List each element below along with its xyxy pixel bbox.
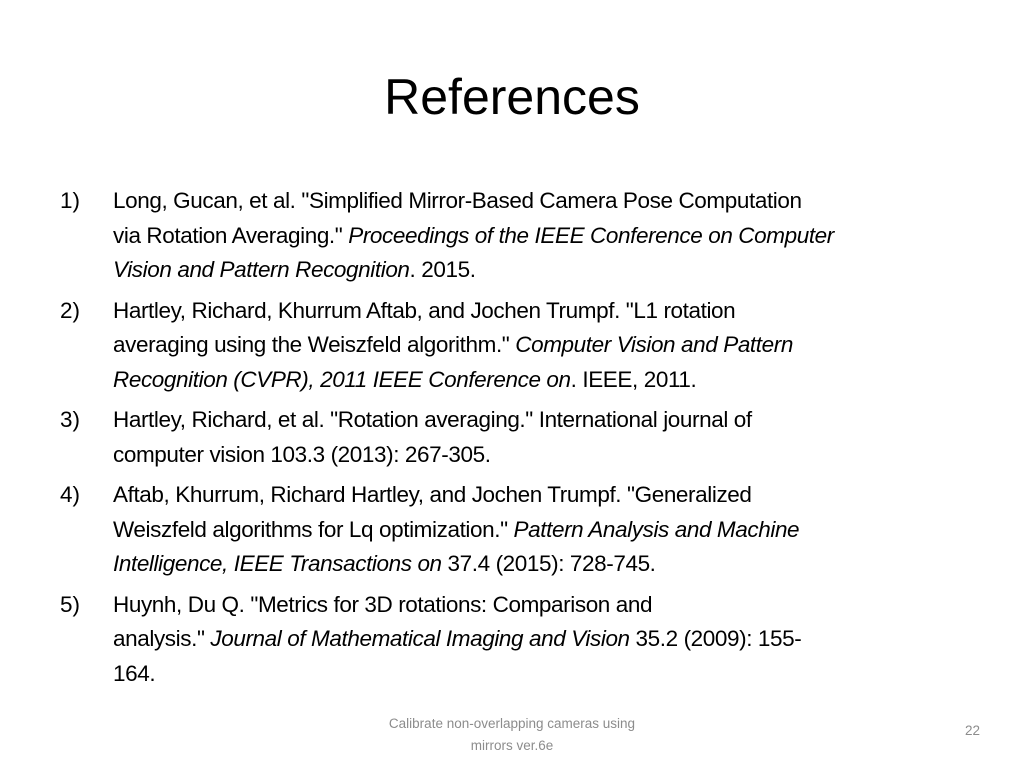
reference-item (60, 403, 980, 472)
reference-venue: Computer Vision and Pattern (515, 332, 793, 357)
reference-text: . IEEE, 2011. (570, 366, 697, 392)
reference-line (113, 184, 980, 219)
reference-item (60, 294, 980, 398)
reference-text: . 2015. (409, 257, 476, 282)
slide-title: References (384, 69, 640, 125)
reference-text: via Rotation Averaging." (113, 222, 349, 248)
slide-footer (340, 713, 684, 757)
reference-line (113, 513, 980, 548)
page-number: 22 (964, 723, 980, 738)
reference-text: 164. (113, 660, 156, 686)
reference-venue: Recognition (CVPR), 2011 IEEE Conference on (113, 366, 571, 392)
reference-number: 1) (60, 188, 81, 213)
reference-text: 37.4 (2015): 728-745. (441, 551, 656, 576)
reference-number: 3) (60, 407, 81, 432)
reference-number: 5) (60, 591, 81, 617)
reference-line (113, 253, 980, 288)
reference-line (113, 478, 980, 513)
reference-item (60, 184, 980, 288)
footer-text-line: mirrors ver.6e (470, 738, 554, 753)
reference-line (113, 622, 980, 657)
reference-line (113, 294, 980, 329)
reference-list (60, 184, 980, 697)
reference-text: analysis." (113, 626, 211, 651)
reference-line (113, 328, 980, 363)
reference-line (113, 403, 980, 438)
reference-venue: Intelligence, IEEE Transactions on (113, 551, 442, 576)
reference-text: computer vision 103.3 (2013): 267-305. (113, 441, 491, 467)
reference-venue: Pattern Analysis and Machine (513, 516, 800, 542)
reference-line (113, 588, 980, 623)
footer-text-line: Calibrate non-overlapping cameras using (388, 716, 636, 731)
reference-item (60, 588, 980, 692)
reference-number: 4) (60, 482, 81, 507)
reference-line (113, 547, 980, 582)
reference-text: Hartley, Richard, et al. "Rotation averaging." International journal of (113, 407, 752, 432)
reference-text: Aftab, Khurrum, Richard Hartley, and Jochen Trumpf. "Generalized (113, 482, 752, 507)
reference-line (113, 657, 980, 692)
reference-text: Huynh, Du Q. "Metrics for 3D rotations: Comparison and (113, 591, 653, 617)
reference-item (60, 478, 980, 582)
reference-text: Weiszfeld algorithms for Lq optimization." (113, 516, 514, 542)
reference-venue: Proceedings of the IEEE Conference on Computer (348, 222, 834, 248)
reference-text: Hartley, Richard, Khurrum Aftab, and Jochen Trumpf. "L1 rotation (113, 297, 736, 323)
reference-line (113, 363, 980, 398)
reference-text: averaging using the Weiszfeld algorithm." (113, 332, 516, 357)
reference-line (113, 438, 980, 473)
reference-text: Long, Gucan, et al. "Simplified Mirror-Based Camera Pose Computation (113, 188, 802, 213)
reference-venue: Journal of Mathematical Imaging and Vision (210, 626, 630, 651)
reference-number: 2) (60, 297, 81, 323)
reference-text: 35.2 (2009): 155- (629, 626, 802, 651)
reference-line (113, 219, 980, 254)
reference-venue: Vision and Pattern Recognition (113, 257, 410, 282)
